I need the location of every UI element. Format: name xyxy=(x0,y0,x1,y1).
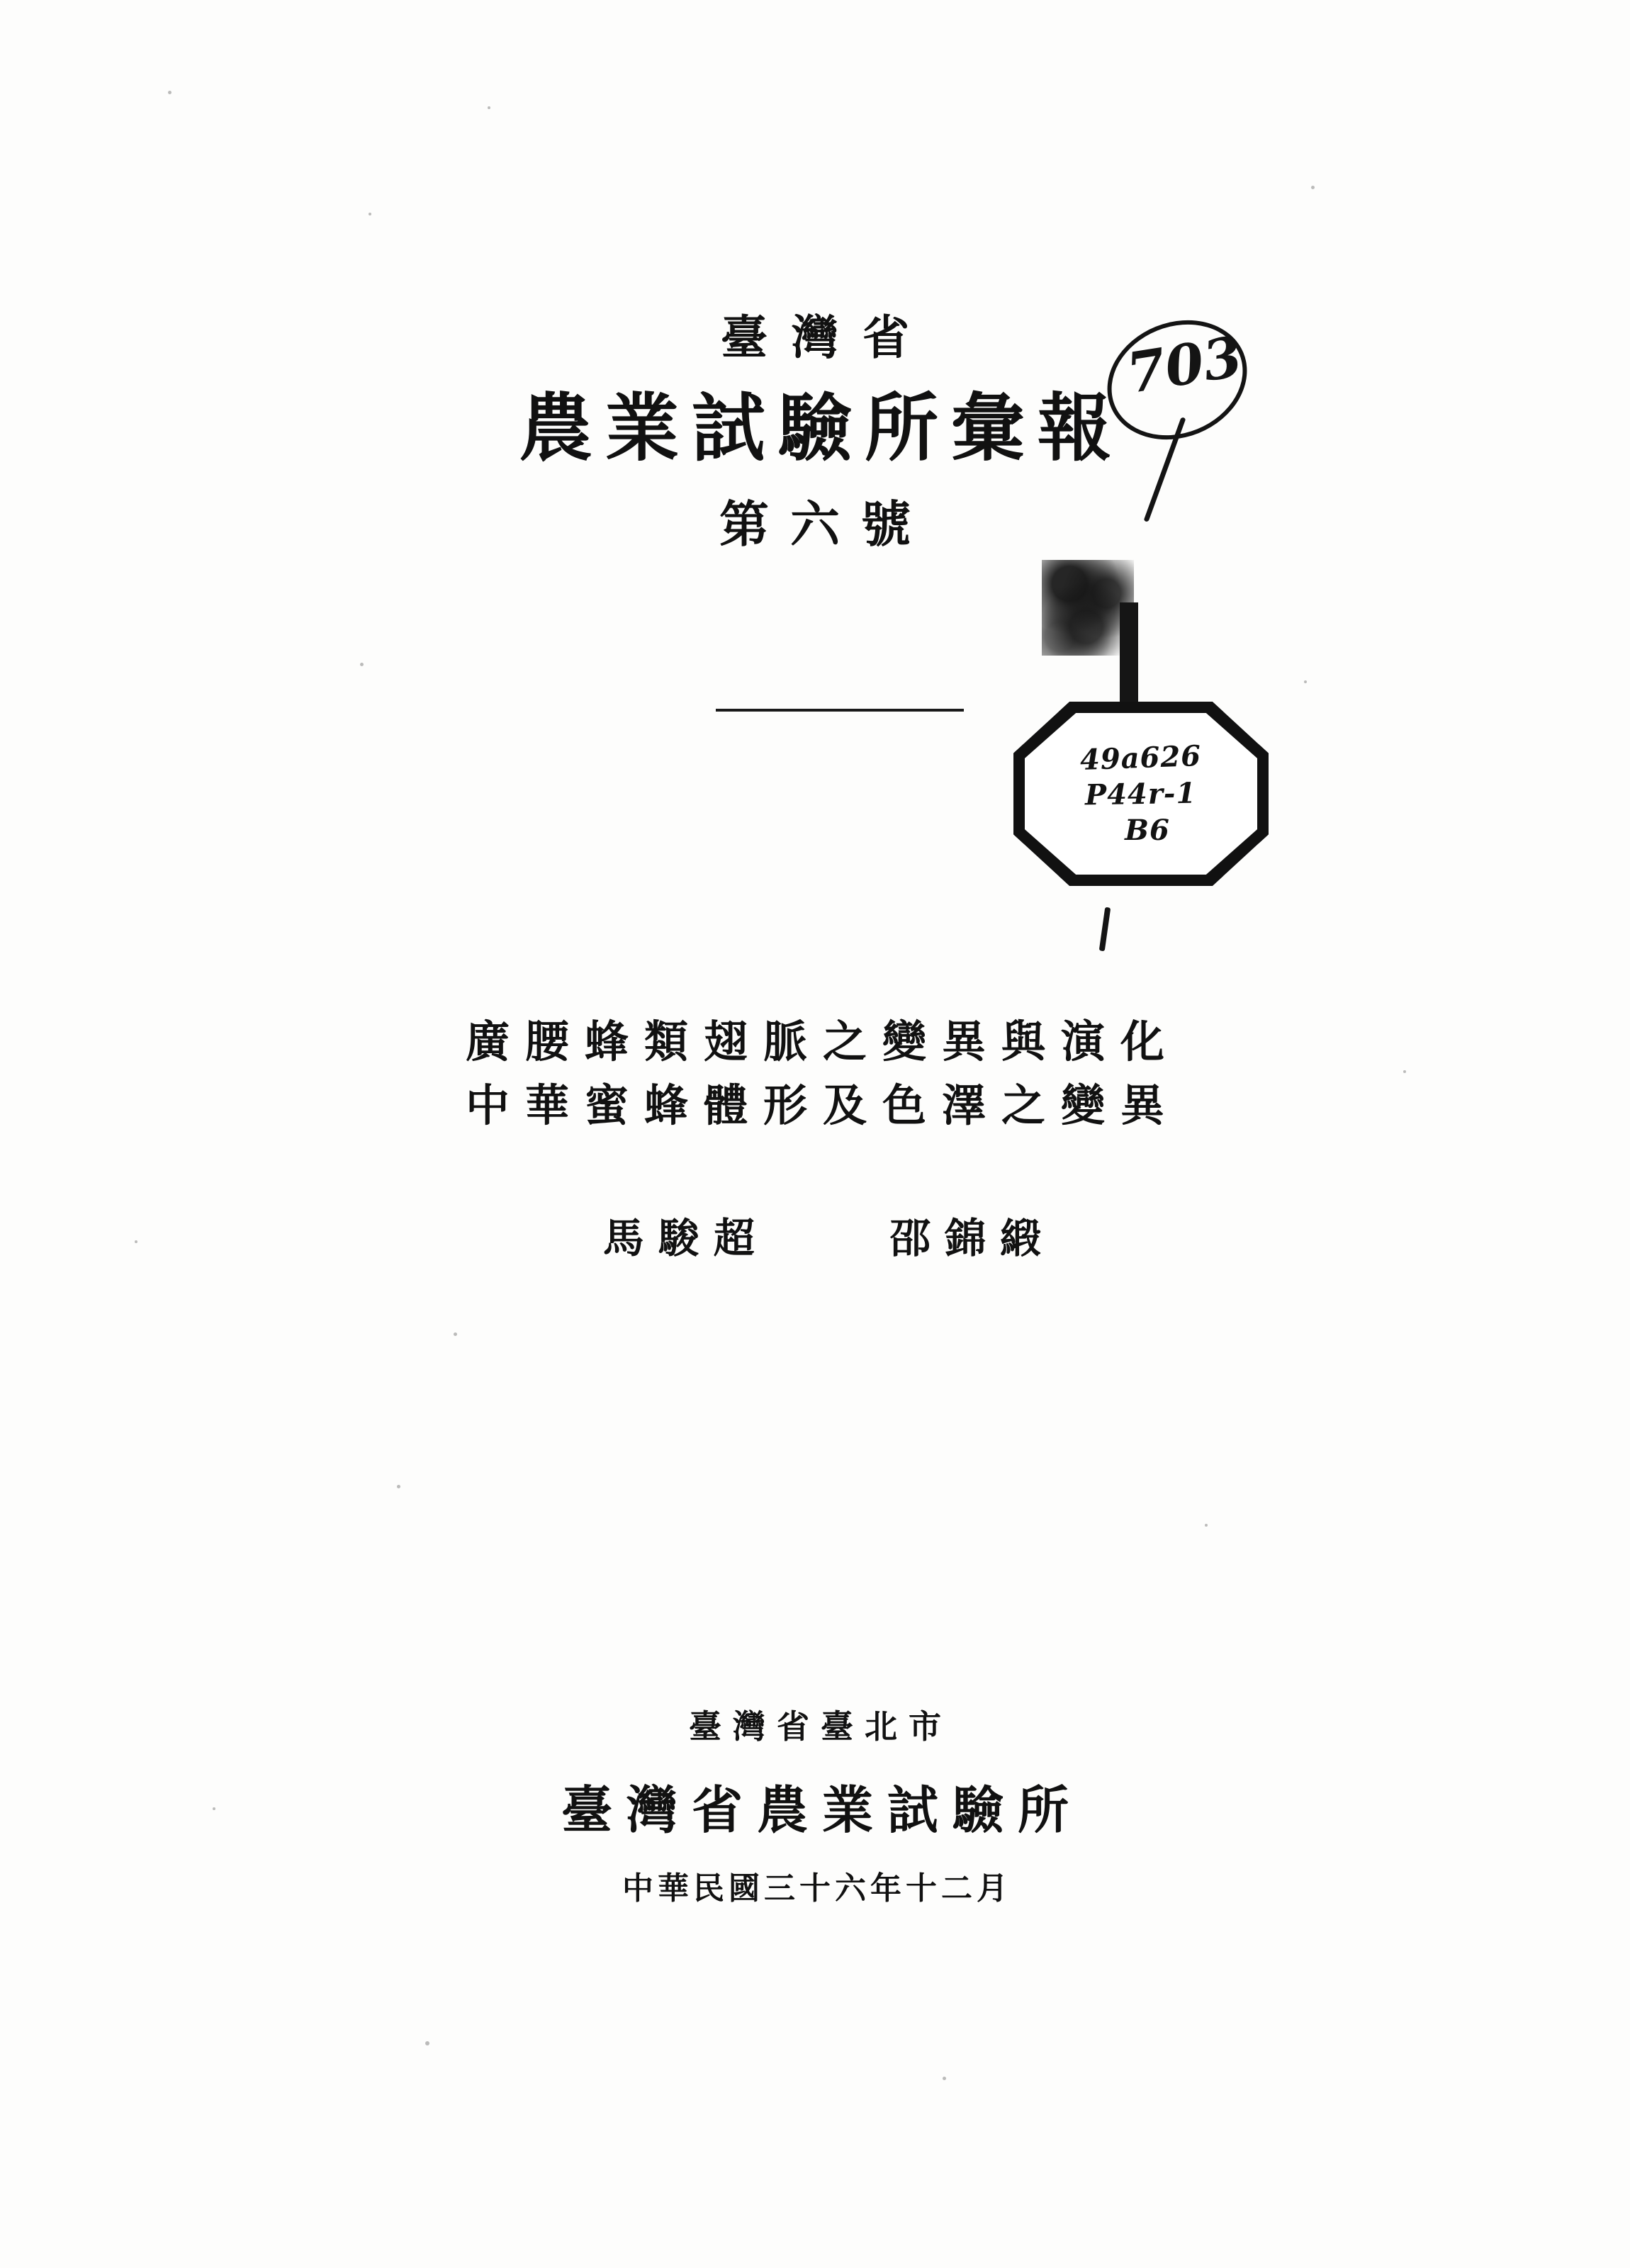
library-stamp xyxy=(1013,702,1269,886)
author-name-2: 邵錦緞 xyxy=(889,1214,1056,1262)
issue-number: 第六號 xyxy=(719,494,932,554)
stamp-text xyxy=(1025,713,1257,875)
author-line xyxy=(0,1205,1630,1264)
scan-speckle xyxy=(369,213,371,215)
stamp-tick-mark xyxy=(1099,907,1111,952)
stamp-line-2: P44r-1 xyxy=(1084,776,1198,812)
stamp-line-3: B6 xyxy=(1125,813,1170,847)
scan-speckle xyxy=(168,91,172,94)
scan-speckle xyxy=(360,663,364,666)
handwritten-accession-number: 703 xyxy=(1122,324,1247,407)
divider-rule xyxy=(716,709,964,712)
page-title: 農業試驗所彙報 xyxy=(518,383,1124,471)
scan-speckle xyxy=(1304,680,1307,683)
scan-speckle xyxy=(943,2077,946,2080)
imprint-date: 中華民國三十六年十二月 xyxy=(622,1870,1012,1907)
imprint-organization: 臺灣省農業試驗所 xyxy=(561,1780,1083,1840)
article-title-1: 廣腰蜂類翅脈之變異與演化 xyxy=(465,1016,1180,1067)
article-title-2: 中華蜜蜂體形及色澤之變異 xyxy=(465,1079,1180,1131)
imprint-block xyxy=(0,1701,1630,1908)
scan-speckle xyxy=(488,106,490,109)
author-name-1: 馬駿超 xyxy=(602,1214,769,1262)
scan-speckle xyxy=(425,2041,429,2045)
scan-speckle xyxy=(1205,1524,1208,1527)
scan-speckle xyxy=(454,1332,457,1336)
imprint-city: 臺灣省臺北市 xyxy=(689,1707,952,1746)
stamp-line-1: 49a626 xyxy=(1079,739,1203,777)
title-block xyxy=(0,310,1630,554)
scan-speckle xyxy=(1311,186,1315,189)
ink-smudge-bar xyxy=(1120,602,1138,702)
province-line: 臺灣省 xyxy=(721,310,933,365)
scan-speckle xyxy=(397,1485,400,1488)
article-title-block xyxy=(0,1010,1630,1138)
